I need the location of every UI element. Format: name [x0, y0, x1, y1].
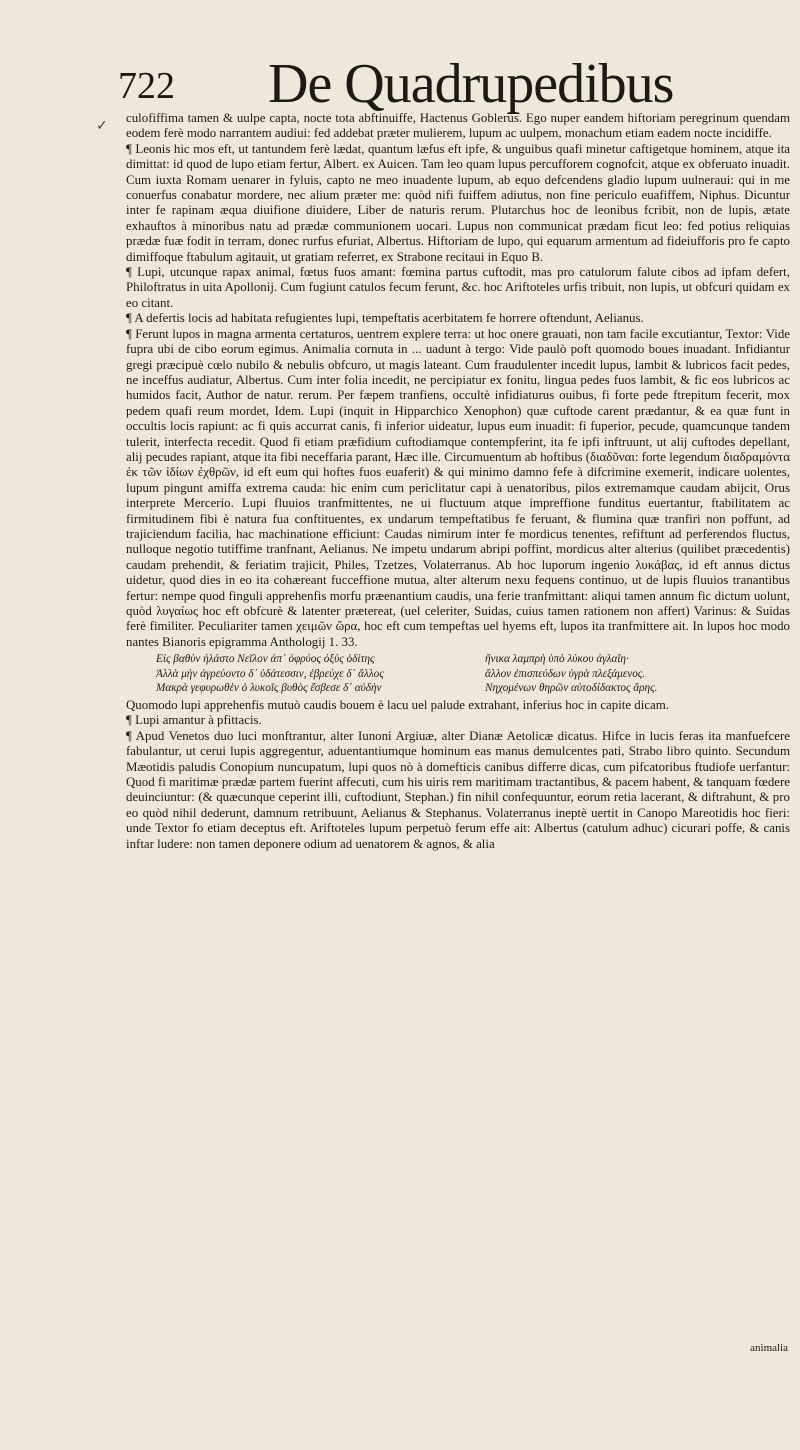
margin-check-mark: ✓: [96, 118, 108, 134]
paragraph: ¶ A defertis locis ad habitata refugientes lupi, tempeftatis acerbitatem fe horrere oftendunt, Aelianus.: [126, 311, 644, 326]
paragraph: ¶ Lupi, utcunque rapax animal, fœtus fuos amant: fœmina partus cuftodit, mas pro catulorum falute cibos ad ipfam defert, Philoftratus in uita Apollonij. Cum fugiunt catulos fecum ferunt, &c. hoc Ariftoteles urfis tribuit, non lupis, ut obfcuri quidam ex eo citant.: [126, 265, 790, 310]
paragraph: ¶ Lupi amantur à pfittacis.: [126, 713, 262, 728]
epigram-line: ἄλλον ἐπισπεύδων ὑγρὰ πλεξάμενος.: [485, 667, 646, 680]
epigram-line: Ἀλλὰ μὴν ἀγρεύοντο δ᾽ ὑδάτεσσιν, ἐβρεύχε δ᾽ ἄλλος: [156, 667, 384, 680]
page-header: [118, 53, 768, 115]
page-number: 722: [118, 65, 175, 107]
catchword: animalia: [750, 1342, 788, 1354]
epigram-line: Εἰς βαθὺν ἠλάστο Νεῖλον ἀπ᾽ ὀφρύος ὀξὺς ὁδίτης: [156, 653, 375, 666]
epigram-line: Νηχομένων θηρῶν αὐτοδίδακτος ἄρης.: [485, 682, 658, 695]
paragraph: ¶ Ferunt lupos in magna armenta certaturos, uentrem explere terra: ut hoc onere grauati, non tam facile excutiantur, Textor: Vide fupra ubi de cibo eorum egimus. Animalia cornuta in ... uadunt à tergo: Vide paulò poft quomodo boues inuadant. Infidiantur gregi præcipuè cœlo nubilo & nebulis obfcuro, ut magis lateant. Cum fraudulenter incedit lupus, lambit & lubricos facit pedes, ne inceffus audiatur, Albertus. Cum inter folia incedit, ne percipiatur ex fonitu, lingua pedes fuos lambit, & fic eos lubricos ac humidos facit, Author de natur. rerum. Per fæpem tranfiens, occultè infidiaturus ouibus, fi forte pede ftrepitum fecerit, mox pedem quafi reum mordet, Idem. Lupi (inquit in Hipparchico Xenophon) quæ cuftode carent prædantur, & ea quæ funt in occultis locis rapiunt: ac fi quis accurrat canis, fi inferior uideatur, lupus eum inuadit: fi fuperior, pecude, quamcunque tandem tulerit, interfecta recedit. Quod fi etiam præfidium cuftodiamque contempferint, ita fe ipfi inftruunt, ut alij cuftodes depellant, alij pecudes rapiant, atque ita fibi neceffaria parant, Hæc ille. Circumuentum ab hoftibus (διαδῦναι: forte legendum διαδραμόντα ἐκ τῶν ἰδίων ἐχθρῶν, id eft eum qui hoftes fuos euaferit) & qui minimo damno fefe à difcrimine exemerit, indicare uolentes, lupum pingunt amiffa extrema cauda: hic enim cum periclitatur capi à uenatoribus, pilos extremamque caudam abijcit, Orus interprete Mercerio. Lupi fluuios tranfmittentes, ne ui fluctuum atque impreffione funditus euertantur, ftabilitatem ac firmitudinem fibi è natura fua conftituentes, ex undarum tempeftatibus fe feruant, & flumina quæ tranfiri non poffunt, ad trajiciendum facilia, hac machinatione efficiunt: Caudas nimirum inter fe mordicus tenentes, refiftunt ad perferendos fluctus, nulloque negotio tutiffime tranfnant, Aelianus. Ne impetu undarum abripi poffint, mordicus alter alterius (quilibet præcedentis) caudam prehendit, & feriatim trajicit, Philes, Tzetzes, Volaterranus. Ab hoc luporum ingenio λυκάβας, id eft annus dictus uidetur, quod dies in eo ita cohæreant fucceffione mutua, alter alterum nexu fequens continuo, ut de lupis fluuios tranantibus fertur: nempe quod finguli apprehenfis morfu præenantium caudis, una ferie tranfmittant: aliqui tamen annum fic dictum uolunt, quòd λυγαίως hoc eft obfcurè & latenter prætereat, (uel celeriter, Suidas, cuius tamen rationem non affert) Varinus: & Suidas ferè fimiliter. Peculiariter tamen χειμῶν ὥρα, hoc eft cum tempeftas uel hyems eft, lupos ita tranfmittere ait. In lupos hoc modo nantes Bianoris epigramma Anthologij 1. 33.: [126, 326, 790, 649]
epigram-line: ἤνικα λαμπρὴ ὑπὸ λύκου ἀγλαΐη·: [485, 653, 629, 666]
paragraph: ¶ Apud Venetos duo luci monftrantur, alter Iunoni Argiuæ, alter Dianæ Aetolicæ dicatus. Hifce in lucis feras ita manfuefcere fabulantur, ut cerui lupis aggregentur, aduentantiumque hominum eas manus demulcentes pati, Strabo libro quinto. Secundum Mæotidis paludis Conopium nuncupatum, lupi quos nò à domefticis canibus differre dicas, cum pifcatoribus ftudiofe uerfantur: Quod fi maritimæ prædæ partem fuerint affecuti, cum his uiris rem maritimam tractantibus, & pacem habent, & tanquam fœdere deuinciuntur: (& quæcunque ceperint illi, cuftodiunt, Stephan.) fin nihil confequuntur, eorum retia lacerant, & diftrahunt, & pro eo quòd nihil dederunt, damnum retribuunt, Aelianus & Stephanus. Volaterranus ineptè uertit in Canopo Mareotidis hoc fieri: unde Textor fo etiam deceptus eft. Ariftoteles lupum perpetuò ferum effe ait: Albertus (catulum adhuc) cicurari poffe, & canis inftar ludere: non tamen deponere odium ad uenatorem & agnos, & alia: [126, 728, 790, 851]
paragraph: Quomodo lupi apprehenfis mutuò caudis bouem è lacu uel palude extrahant, inferius hoc in capite dicam.: [126, 698, 670, 712]
body-text: [126, 111, 790, 852]
epigram-line: Μακρὰ γεφυρωθὲν ὁ λυκοῖς βυθὸς ἔσβεσε δ᾽ αὐδὴν: [156, 682, 382, 695]
paragraph: culofiffima tamen & uulpe capta, nocte tota abftinuiffe, Hactenus Goblerus. Ego nuper eandem hiftoriam peregrinum quendam eodem ferè modo narrantem audiui: fed addebat præter mulierem, lupum ac uulpem, monachum etiam eadem nocte incidiffe.: [126, 111, 790, 141]
greek-epigram: [156, 652, 796, 696]
paragraph: ¶ Leonis hic mos eft, ut tantundem ferè lædat, quantum læfus eft ipfe, & unguibus quafi minetur caftigetque hominem, atque ita dimittat: id quod de lupo etiam fertur, Albert. ex Auicen. Tam leo quam lupus percufforem cognofcit, atque ex obferuato inuadit. Cum iuxta Romam uenarer in fyluis, capto ne meo inuadente lupum, ab equo defcendens gladio lupum uulneraui: qui in me conuerfus conabatur mordere, nec alium præter me: quòd nifi fuiffem adiutus, non fine periculo euafiffem, Niphus. Dicuntur inter fe rapinam æqua diuifione diuidere, Liber de naturis rerum. Plutarchus hoc de leonibus fcribit, non de lupis, ætate exhauftos à minoribus natu ad prædæ communionem uocari. Lupus non communicat prædam ficut leo: fed potius reliquias prædæ fuæ fodit in terram, donec rurfus efuriat, Albertus. Hiftoriam de lupo, qui equarum armentum ad fideiufforis pro fe capto dimiffoque ftabulum agitauit, ut gratiam referret, ex Strabone recitaui in Equo B.: [126, 141, 790, 264]
running-title: De Quadrupedibus: [268, 53, 674, 115]
